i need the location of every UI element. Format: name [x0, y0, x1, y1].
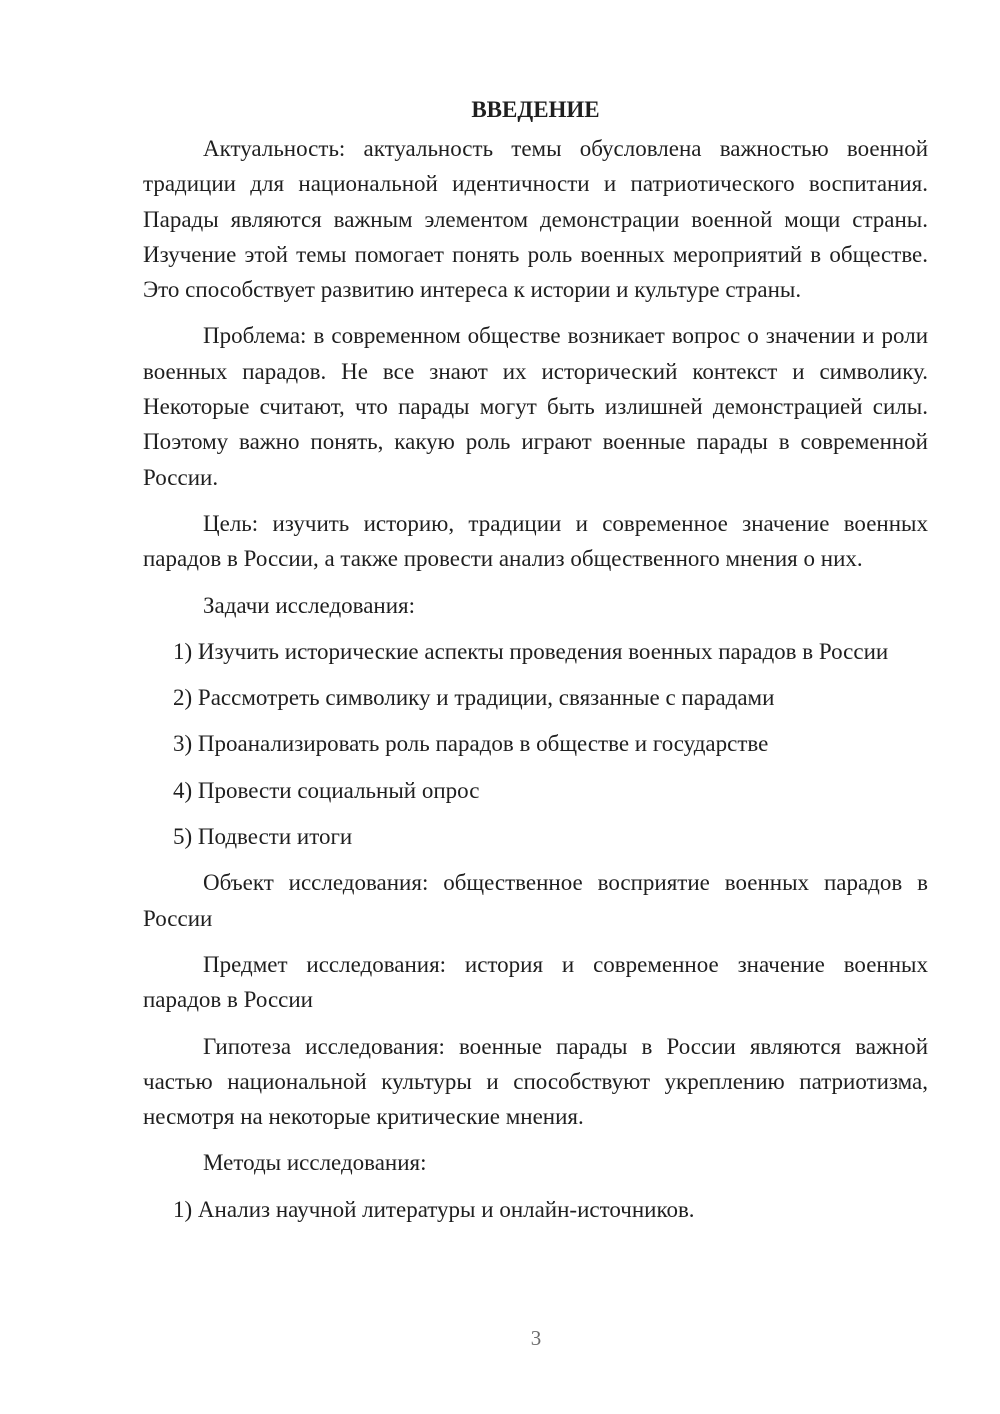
page-number: 3: [530, 1326, 542, 1350]
tasks-heading: Задачи исследования:: [203, 592, 416, 618]
page-title: ВВЕДЕНИЕ: [471, 97, 600, 122]
task-item: 2) Рассмотреть символику и традиции, связанные с парадами: [173, 685, 775, 711]
goal-paragraph: Цель: изучить историю, традиции и современное значение военных парадов в России, а также провести анализ общественного мнения о них.: [143, 510, 928, 572]
method-item: 1) Анализ научной литературы и онлайн-источников.: [173, 1196, 695, 1222]
task-item: 5) Подвести итоги: [173, 824, 353, 850]
subject-paragraph: Предмет исследования: история и современное значение военных парадов в России: [143, 951, 928, 1013]
relevance-paragraph: Актуальность: актуальность темы обусловлена важностью военной традиции для национальной идентичности и патриотического воспитания. Парады являются важным элементом демонстрации военной мощи страны. Изучение этой темы помогает понять роль военных мероприятий в обществе. Это способствует развитию интереса к истории и культуре страны.: [143, 136, 928, 303]
task-item: 3) Проанализировать роль парадов в обществе и государстве: [173, 731, 769, 757]
object-paragraph: Объект исследования: общественное восприятие военных парадов в России: [143, 870, 928, 931]
document-page: [143, 92, 928, 1238]
hypothesis-paragraph: Гипотеза исследования: военные парады в России являются важной частью национальной культуры и способствуют укреплению патриотизма, несмотря на некоторые критические мнения.: [143, 1033, 928, 1130]
task-item: 4) Провести социальный опрос: [173, 777, 480, 803]
task-item: 1) Изучить исторические аспекты проведения военных парадов в России: [173, 638, 889, 664]
problem-paragraph: Проблема: в современном обществе возникает вопрос о значении и роли военных парадов. Не все знают их исторический контекст и символику. Некоторые считают, что парады могут быть излишней демонстрацией силы. Поэтому важно понять, какую роль играют военные парады в современной России.: [143, 323, 928, 490]
methods-heading: Методы исследования:: [203, 1150, 427, 1176]
